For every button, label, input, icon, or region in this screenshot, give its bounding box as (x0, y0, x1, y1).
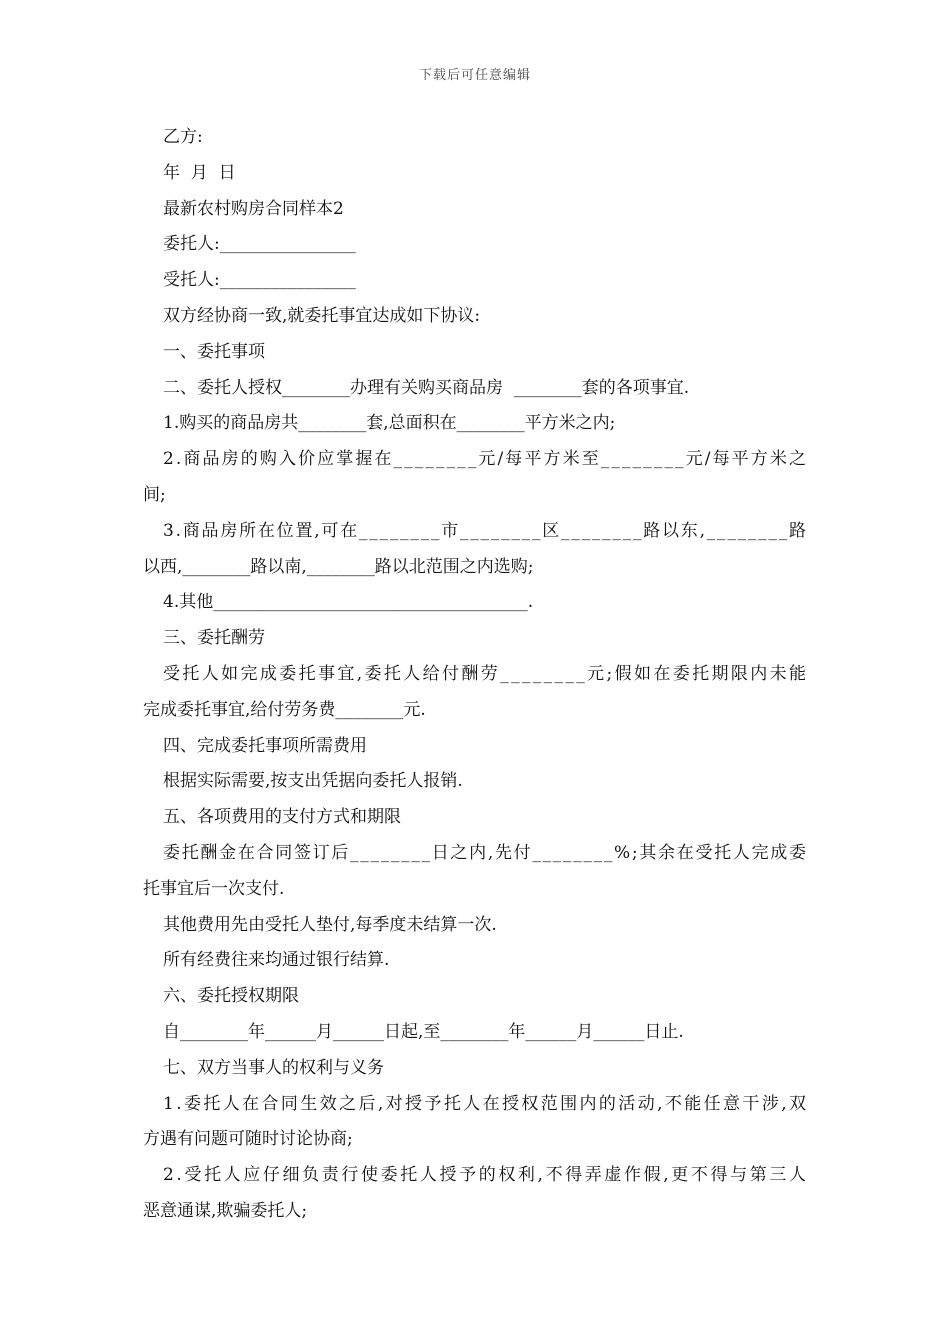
text-line (0, 693, 950, 729)
text-line (0, 1051, 950, 1087)
text-line-content: 2.受托人应仔细负责行使委托人授予的权利,不得弄虚作假,更不得与第三人 (163, 1165, 809, 1186)
text-line-content: 七、双方当事人的权利与义务 (163, 1057, 384, 1078)
document-body (0, 120, 950, 1230)
text-line (0, 1194, 950, 1230)
text-line (0, 908, 950, 944)
text-line-content: 四、完成委托事项所需费用 (163, 735, 367, 756)
text-line (0, 263, 950, 299)
text-line-content: 最新农村购房合同样本2 (163, 198, 344, 219)
text-line (0, 621, 950, 657)
text-line-content: 受托人:________________ (163, 270, 356, 291)
text-line-content: 五、各项费用的支付方式和期限 (163, 807, 401, 828)
text-line (0, 1015, 950, 1051)
text-line-content: 2.商品房的购入价应掌握在________元/每平方米至________元/每平方米之 (163, 449, 809, 470)
text-line (0, 120, 950, 156)
text-line (0, 657, 950, 693)
page-header: 下载后可任意编辑 (418, 68, 531, 83)
text-line (0, 406, 950, 442)
text-line-content: 年 月 日 (163, 162, 236, 183)
text-line (0, 1122, 950, 1158)
text-line-content: 受托人如完成委托事宜,委托人给付酬劳________元;假如在委托期限内未能 (163, 663, 809, 684)
text-line (0, 227, 950, 263)
text-line (0, 1158, 950, 1194)
text-line-content: 一、委托事项 (163, 341, 265, 362)
text-line-content: 委托人:________________ (163, 234, 356, 255)
text-line-content: 完成委托事宜,给付劳务费________元. (143, 699, 426, 720)
text-line-content: 所有经费往来均通过银行结算. (163, 950, 390, 971)
text-line (0, 764, 950, 800)
text-line (0, 156, 950, 192)
text-line-content: 二、委托人授权________办理有关购买商品房 ________套的各项事宜. (163, 377, 690, 398)
text-line (0, 979, 950, 1015)
text-line-content: 1.委托人在合同生效之后,对授予托人在授权范围内的活动,不能任意干涉,双 (163, 1093, 809, 1114)
text-line (0, 800, 950, 836)
text-line (0, 872, 950, 908)
text-line-content: 方遇有问题可随时讨论协商; (143, 1129, 353, 1150)
text-line (0, 442, 950, 478)
text-line (0, 836, 950, 872)
text-line-content: 自________年______月______日起,至________年______月______日止. (163, 1021, 684, 1042)
text-line-content: 1.购买的商品房共________套,总面积在________平方米之内; (163, 413, 616, 434)
text-line (0, 943, 950, 979)
text-line-content: 其他费用先由受托人垫付,每季度未结算一次. (163, 914, 497, 935)
text-line-content: 双方经协商一致,就委托事宜达成如下协议: (163, 305, 481, 326)
text-line (0, 478, 950, 514)
text-line-content: 三、委托酬劳 (163, 628, 265, 649)
text-line (0, 550, 950, 586)
text-line-content: 4.其他_____________________________________. (163, 592, 534, 613)
text-line (0, 729, 950, 765)
text-line-content: 委托酬金在合同签订后________日之内,先付________%;其余在受托人完成委 (163, 842, 808, 863)
text-line (0, 192, 950, 228)
text-line-content: 间; (143, 484, 166, 505)
text-line (0, 514, 950, 550)
text-line-content: 六、委托授权期限 (163, 986, 299, 1007)
text-line-content: 恶意通谋,欺骗委托人; (143, 1200, 308, 1221)
text-line-content: 3.商品房所在位置,可在________市________区________路以东,________路 (163, 520, 808, 541)
text-line-content: 乙方: (163, 127, 203, 147)
text-line (0, 585, 950, 621)
text-line (0, 371, 950, 407)
text-line (0, 335, 950, 371)
text-line-content: 根据实际需要,按支出凭据向委托人报销. (163, 771, 463, 792)
text-line (0, 1087, 950, 1123)
text-line (0, 299, 950, 335)
text-line-content: 托事宜后一次支付. (143, 878, 285, 899)
text-line-content: 以西,________路以南,________路以北范围之内选购; (143, 556, 534, 577)
